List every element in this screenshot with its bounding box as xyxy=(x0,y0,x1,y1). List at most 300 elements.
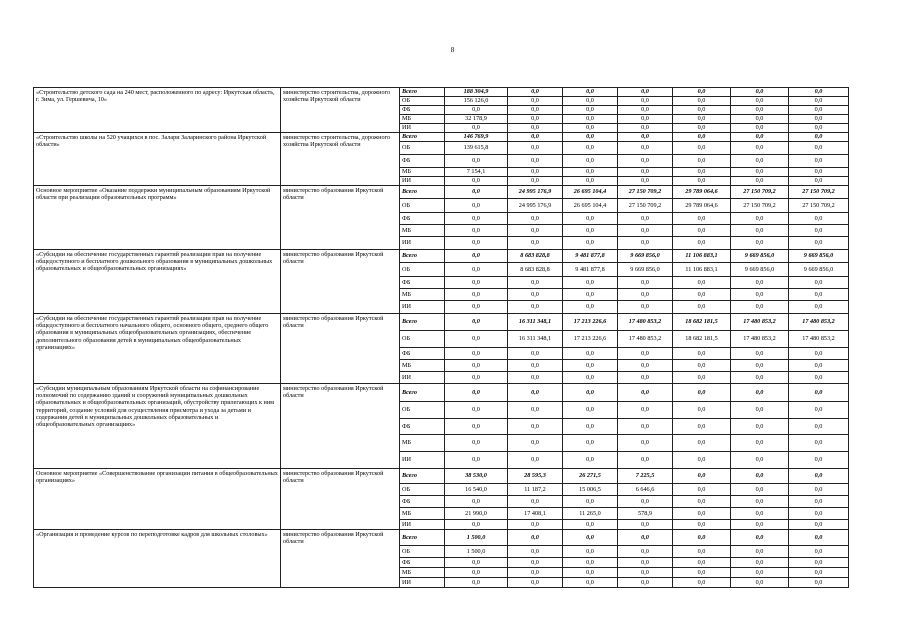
amount-cell: 0,0 xyxy=(445,419,508,435)
amount-cell: 0,0 xyxy=(673,155,731,168)
amount-cell: 0,0 xyxy=(618,115,673,124)
funding-source-label: ФБ xyxy=(400,419,445,435)
amount-cell: 0,0 xyxy=(618,177,673,186)
amount-cell: 0,0 xyxy=(563,435,618,452)
amount-cell: 0,0 xyxy=(789,360,849,372)
amount-cell: 0,0 xyxy=(508,558,563,568)
amount-cell: 0,0 xyxy=(618,530,673,546)
amount-cell: 0,0 xyxy=(789,237,849,250)
amount-cell: 24 995 176,9 xyxy=(508,186,563,199)
amount-cell: 0,0 xyxy=(731,546,789,558)
amount-cell: 0,0 xyxy=(673,546,731,558)
amount-cell: 27 150 709,2 xyxy=(618,199,673,213)
amount-cell: 0,0 xyxy=(445,301,508,314)
amount-cell: 9 481 877,8 xyxy=(563,263,618,277)
amount-cell: 24 995 176,9 xyxy=(508,199,563,213)
amount-cell: 0,0 xyxy=(789,88,849,97)
amount-cell: 146 769,9 xyxy=(445,133,508,142)
amount-cell: 0,0 xyxy=(789,133,849,142)
funding-source-label: МБ xyxy=(400,508,445,520)
amount-cell: 0,0 xyxy=(563,520,618,530)
amount-cell: 0,0 xyxy=(445,124,508,133)
amount-cell: 27 150 709,2 xyxy=(789,186,849,199)
amount-cell: 0,0 xyxy=(508,301,563,314)
amount-cell: 0,0 xyxy=(673,484,731,496)
amount-cell: 0,0 xyxy=(508,277,563,289)
amount-cell: 0,0 xyxy=(508,142,563,155)
amount-cell: 0,0 xyxy=(563,277,618,289)
amount-cell: 0,0 xyxy=(445,520,508,530)
funding-source-label: Всего xyxy=(400,133,445,142)
amount-cell: 7 225,5 xyxy=(618,469,673,484)
table-row xyxy=(34,530,849,546)
amount-cell: 0,0 xyxy=(563,168,618,177)
amount-cell: 0,0 xyxy=(563,496,618,508)
amount-cell: 17 480 853,2 xyxy=(731,314,789,331)
amount-cell: 0,0 xyxy=(445,372,508,384)
amount-cell: 0,0 xyxy=(508,360,563,372)
amount-cell: 0,0 xyxy=(445,402,508,419)
amount-cell: 9 669 856,0 xyxy=(618,263,673,277)
funding-source-label: МБ xyxy=(400,360,445,372)
amount-cell: 0,0 xyxy=(618,419,673,435)
funding-source-label: МБ xyxy=(400,568,445,578)
funding-source-label: Всего xyxy=(400,469,445,484)
funding-source-label: ФБ xyxy=(400,213,445,225)
amount-cell: 0,0 xyxy=(673,384,731,402)
amount-cell: 578,9 xyxy=(618,508,673,520)
amount-cell: 17 213 226,6 xyxy=(563,331,618,348)
amount-cell: 0,0 xyxy=(673,289,731,301)
amount-cell: 0,0 xyxy=(673,402,731,419)
amount-cell: 0,0 xyxy=(673,435,731,452)
funding-source-label: ФБ xyxy=(400,155,445,168)
amount-cell: 0,0 xyxy=(445,568,508,578)
amount-cell: 0,0 xyxy=(789,419,849,435)
amount-cell: 18 682 181,5 xyxy=(673,331,731,348)
amount-cell: 0,0 xyxy=(731,124,789,133)
measure-description: «Субсидии муниципальным образованиям Иркутской области на софинансирование полномочий по содержанию зданий и сооружений муниципальных дошкольных образовательных и общеобразовательных организаций, обустройству прилегающих к ним территорий, создание условий для осуществления присмотра и ухода за детьми и содержания детей в муниципальных дошкольных образовательных и общеобразовательных организациях» xyxy=(34,384,281,469)
amount-cell: 0,0 xyxy=(789,142,849,155)
amount-cell: 0,0 xyxy=(508,348,563,360)
amount-cell: 11 265,0 xyxy=(563,508,618,520)
amount-cell: 0,0 xyxy=(508,402,563,419)
amount-cell: 0,0 xyxy=(789,530,849,546)
amount-cell: 32 178,9 xyxy=(445,115,508,124)
amount-cell: 0,0 xyxy=(445,106,508,115)
amount-cell: 6 646,6 xyxy=(618,484,673,496)
amount-cell: 0,0 xyxy=(445,225,508,237)
funding-source-label: ИИ xyxy=(400,520,445,530)
amount-cell: 0,0 xyxy=(731,133,789,142)
amount-cell: 16 311 348,1 xyxy=(508,314,563,331)
amount-cell: 0,0 xyxy=(731,88,789,97)
amount-cell: 0,0 xyxy=(731,237,789,250)
funding-source-label: ФБ xyxy=(400,106,445,115)
amount-cell: 0,0 xyxy=(445,578,508,588)
amount-cell: 0,0 xyxy=(673,237,731,250)
amount-cell: 0,0 xyxy=(508,419,563,435)
amount-cell: 0,0 xyxy=(731,568,789,578)
amount-cell: 0,0 xyxy=(508,133,563,142)
amount-cell: 0,0 xyxy=(445,435,508,452)
amount-cell: 16 311 348,1 xyxy=(508,331,563,348)
table-row xyxy=(34,186,849,199)
funding-source-label: МБ xyxy=(400,435,445,452)
amount-cell: 0,0 xyxy=(673,578,731,588)
amount-cell: 0,0 xyxy=(563,568,618,578)
amount-cell: 0,0 xyxy=(673,168,731,177)
amount-cell: 0,0 xyxy=(508,213,563,225)
amount-cell: 0,0 xyxy=(789,508,849,520)
funding-source-label: ОБ xyxy=(400,546,445,558)
amount-cell: 0,0 xyxy=(508,115,563,124)
amount-cell: 0,0 xyxy=(618,289,673,301)
amount-cell: 17 408,1 xyxy=(508,508,563,520)
amount-cell: 0,0 xyxy=(445,452,508,469)
amount-cell: 0,0 xyxy=(731,155,789,168)
table-row xyxy=(34,384,849,402)
funding-source-label: МБ xyxy=(400,168,445,177)
amount-cell: 0,0 xyxy=(673,469,731,484)
amount-cell: 0,0 xyxy=(673,568,731,578)
amount-cell: 0,0 xyxy=(618,301,673,314)
funding-source-label: ИИ xyxy=(400,578,445,588)
amount-cell: 29 789 064,6 xyxy=(673,186,731,199)
amount-cell: 0,0 xyxy=(618,520,673,530)
amount-cell: 0,0 xyxy=(563,546,618,558)
amount-cell: 11 106 883,1 xyxy=(673,263,731,277)
amount-cell: 0,0 xyxy=(673,360,731,372)
amount-cell: 0,0 xyxy=(618,237,673,250)
amount-cell: 0,0 xyxy=(563,124,618,133)
amount-cell: 0,0 xyxy=(673,124,731,133)
table-row xyxy=(34,250,849,263)
funding-source-label: ИИ xyxy=(400,372,445,384)
amount-cell: 0,0 xyxy=(731,435,789,452)
funding-source-label: Всего xyxy=(400,88,445,97)
amount-cell: 0,0 xyxy=(731,452,789,469)
amount-cell: 0,0 xyxy=(563,106,618,115)
amount-cell: 0,0 xyxy=(618,133,673,142)
amount-cell: 0,0 xyxy=(563,115,618,124)
amount-cell: 0,0 xyxy=(563,402,618,419)
funding-source-label: ФБ xyxy=(400,496,445,508)
amount-cell: 0,0 xyxy=(789,225,849,237)
amount-cell: 0,0 xyxy=(731,142,789,155)
amount-cell: 1 500,0 xyxy=(445,546,508,558)
table-row xyxy=(34,88,849,97)
amount-cell: 27 150 709,2 xyxy=(731,186,789,199)
amount-cell: 0,0 xyxy=(789,558,849,568)
amount-cell: 0,0 xyxy=(789,484,849,496)
measure-description: «Строительство детского сада на 240 мест, расположенного по адресу: Иркутская область, г. Зима, ул. Гершевича, 10» xyxy=(34,88,281,133)
amount-cell: 0,0 xyxy=(789,372,849,384)
amount-cell: 27 150 709,2 xyxy=(789,199,849,213)
measure-description: «Строительство школы на 520 учащихся в пос. Залари Заларинского района Иркутской области» xyxy=(34,133,281,186)
amount-cell: 0,0 xyxy=(445,155,508,168)
amount-cell: 0,0 xyxy=(563,578,618,588)
amount-cell: 0,0 xyxy=(789,124,849,133)
funding-source-label: ИИ xyxy=(400,452,445,469)
funding-source-label: ИИ xyxy=(400,124,445,133)
amount-cell: 0,0 xyxy=(508,289,563,301)
table-row xyxy=(34,469,849,484)
amount-cell: 0,0 xyxy=(445,263,508,277)
amount-cell: 0,0 xyxy=(789,435,849,452)
amount-cell: 0,0 xyxy=(789,289,849,301)
funding-source-label: ИИ xyxy=(400,237,445,250)
amount-cell: 0,0 xyxy=(789,568,849,578)
amount-cell: 0,0 xyxy=(731,106,789,115)
amount-cell: 0,0 xyxy=(445,348,508,360)
amount-cell: 0,0 xyxy=(731,508,789,520)
amount-cell: 0,0 xyxy=(789,97,849,106)
amount-cell: 0,0 xyxy=(731,168,789,177)
amount-cell: 17 480 853,2 xyxy=(789,314,849,331)
amount-cell: 0,0 xyxy=(731,469,789,484)
amount-cell: 9 669 856,0 xyxy=(731,263,789,277)
funding-source-label: ИИ xyxy=(400,177,445,186)
amount-cell: 17 480 853,2 xyxy=(618,314,673,331)
funding-source-label: ОБ xyxy=(400,263,445,277)
measure-description: Основное мероприятие «Оказание поддержки муниципальным образованиям Иркутской области при реализации образовательных программ» xyxy=(34,186,281,250)
amount-cell: 0,0 xyxy=(563,530,618,546)
responsible-executor: министерство образования Иркутской области xyxy=(281,469,400,530)
amount-cell: 188 304,9 xyxy=(445,88,508,97)
amount-cell: 0,0 xyxy=(445,213,508,225)
amount-cell: 0,0 xyxy=(445,289,508,301)
amount-cell: 0,0 xyxy=(673,106,731,115)
amount-cell: 38 530,0 xyxy=(445,469,508,484)
amount-cell: 0,0 xyxy=(563,177,618,186)
funding-source-label: МБ xyxy=(400,225,445,237)
amount-cell: 0,0 xyxy=(789,301,849,314)
funding-source-label: ФБ xyxy=(400,558,445,568)
amount-cell: 0,0 xyxy=(789,452,849,469)
table-row xyxy=(34,133,849,142)
funding-table xyxy=(33,87,849,588)
amount-cell: 0,0 xyxy=(789,277,849,289)
amount-cell: 0,0 xyxy=(563,301,618,314)
amount-cell: 0,0 xyxy=(789,469,849,484)
amount-cell: 0,0 xyxy=(731,578,789,588)
amount-cell: 0,0 xyxy=(508,124,563,133)
amount-cell: 0,0 xyxy=(563,225,618,237)
amount-cell: 0,0 xyxy=(731,558,789,568)
funding-source-label: ФБ xyxy=(400,348,445,360)
amount-cell: 28 595,3 xyxy=(508,469,563,484)
amount-cell: 0,0 xyxy=(508,520,563,530)
amount-cell: 0,0 xyxy=(731,484,789,496)
responsible-executor: министерство образования Иркутской области xyxy=(281,530,400,588)
amount-cell: 0,0 xyxy=(731,496,789,508)
amount-cell: 17 213 226,6 xyxy=(563,314,618,331)
amount-cell: 0,0 xyxy=(508,97,563,106)
amount-cell: 0,0 xyxy=(563,142,618,155)
amount-cell: 27 150 709,2 xyxy=(731,199,789,213)
amount-cell: 0,0 xyxy=(618,168,673,177)
amount-cell: 0,0 xyxy=(731,384,789,402)
amount-cell: 0,0 xyxy=(789,578,849,588)
amount-cell: 0,0 xyxy=(618,558,673,568)
amount-cell: 17 480 853,2 xyxy=(789,331,849,348)
amount-cell: 0,0 xyxy=(731,277,789,289)
amount-cell: 0,0 xyxy=(618,360,673,372)
amount-cell: 0,0 xyxy=(673,177,731,186)
amount-cell: 0,0 xyxy=(673,213,731,225)
amount-cell: 0,0 xyxy=(508,168,563,177)
amount-cell: 0,0 xyxy=(445,186,508,199)
amount-cell: 0,0 xyxy=(789,168,849,177)
funding-source-label: ОБ xyxy=(400,142,445,155)
amount-cell: 0,0 xyxy=(731,115,789,124)
amount-cell: 0,0 xyxy=(508,435,563,452)
amount-cell: 0,0 xyxy=(618,106,673,115)
measure-description: «Организация и проведение курсов по переподготовке кадров для школьных столовых» xyxy=(34,530,281,588)
amount-cell: 0,0 xyxy=(508,496,563,508)
amount-cell: 0,0 xyxy=(731,289,789,301)
amount-cell: 0,0 xyxy=(445,558,508,568)
responsible-executor: министерство образования Иркутской области xyxy=(281,314,400,384)
amount-cell: 0,0 xyxy=(508,88,563,97)
responsible-executor: министерство образования Иркутской области xyxy=(281,250,400,314)
amount-cell: 0,0 xyxy=(508,237,563,250)
amount-cell: 0,0 xyxy=(673,97,731,106)
amount-cell: 0,0 xyxy=(731,348,789,360)
amount-cell: 0,0 xyxy=(618,372,673,384)
amount-cell: 0,0 xyxy=(445,384,508,402)
amount-cell: 139 615,8 xyxy=(445,142,508,155)
amount-cell: 0,0 xyxy=(563,97,618,106)
amount-cell: 0,0 xyxy=(618,568,673,578)
amount-cell: 9 669 856,0 xyxy=(789,250,849,263)
amount-cell: 0,0 xyxy=(508,225,563,237)
amount-cell: 0,0 xyxy=(789,348,849,360)
amount-cell: 0,0 xyxy=(731,419,789,435)
amount-cell: 0,0 xyxy=(508,578,563,588)
amount-cell: 26 695 104,4 xyxy=(563,186,618,199)
amount-cell: 0,0 xyxy=(618,546,673,558)
amount-cell: 1 500,0 xyxy=(445,530,508,546)
amount-cell: 0,0 xyxy=(445,177,508,186)
amount-cell: 0,0 xyxy=(673,301,731,314)
amount-cell: 8 683 828,8 xyxy=(508,263,563,277)
amount-cell: 0,0 xyxy=(563,384,618,402)
amount-cell: 0,0 xyxy=(563,237,618,250)
amount-cell: 156 126,0 xyxy=(445,97,508,106)
amount-cell: 0,0 xyxy=(508,372,563,384)
amount-cell: 0,0 xyxy=(673,452,731,469)
amount-cell: 26 695 104,4 xyxy=(563,199,618,213)
amount-cell: 0,0 xyxy=(563,360,618,372)
amount-cell: 0,0 xyxy=(618,348,673,360)
amount-cell: 0,0 xyxy=(445,277,508,289)
amount-cell: 0,0 xyxy=(789,520,849,530)
amount-cell: 0,0 xyxy=(508,546,563,558)
amount-cell: 0,0 xyxy=(618,277,673,289)
amount-cell: 0,0 xyxy=(789,546,849,558)
measure-description: «Субсидии на обеспечение государственных гарантий реализации прав на получение общедоступного и бесплатного дошкольного образования в муниципальных дошкольных образовательных и общеобразовательных организациях» xyxy=(34,250,281,314)
amount-cell: 9 481 877,8 xyxy=(563,250,618,263)
funding-source-label: Всего xyxy=(400,384,445,402)
amount-cell: 0,0 xyxy=(789,106,849,115)
funding-source-label: ИИ xyxy=(400,301,445,314)
amount-cell: 0,0 xyxy=(445,237,508,250)
amount-cell: 0,0 xyxy=(618,578,673,588)
amount-cell: 27 150 709,2 xyxy=(618,186,673,199)
amount-cell: 0,0 xyxy=(673,530,731,546)
amount-cell: 0,0 xyxy=(673,372,731,384)
funding-source-label: Всего xyxy=(400,530,445,546)
amount-cell: 0,0 xyxy=(618,435,673,452)
amount-cell: 0,0 xyxy=(508,106,563,115)
amount-cell: 0,0 xyxy=(618,213,673,225)
measure-description: Основное мероприятие «Совершенствование организации питания в общеобразовательных организациях» xyxy=(34,469,281,530)
amount-cell: 0,0 xyxy=(618,155,673,168)
amount-cell: 0,0 xyxy=(673,142,731,155)
amount-cell: 0,0 xyxy=(508,452,563,469)
amount-cell: 0,0 xyxy=(731,402,789,419)
amount-cell: 0,0 xyxy=(731,360,789,372)
amount-cell: 9 669 856,0 xyxy=(789,263,849,277)
amount-cell: 0,0 xyxy=(673,115,731,124)
amount-cell: 0,0 xyxy=(673,88,731,97)
amount-cell: 0,0 xyxy=(789,402,849,419)
amount-cell: 0,0 xyxy=(508,177,563,186)
amount-cell: 16 540,0 xyxy=(445,484,508,496)
amount-cell: 0,0 xyxy=(445,331,508,348)
funding-source-label: Всего xyxy=(400,250,445,263)
amount-cell: 0,0 xyxy=(789,177,849,186)
amount-cell: 0,0 xyxy=(673,225,731,237)
funding-source-label: ОБ xyxy=(400,402,445,419)
amount-cell: 0,0 xyxy=(445,314,508,331)
amount-cell: 26 271,5 xyxy=(563,469,618,484)
amount-cell: 0,0 xyxy=(731,225,789,237)
amount-cell: 0,0 xyxy=(563,88,618,97)
amount-cell: 0,0 xyxy=(731,97,789,106)
funding-source-label: Всего xyxy=(400,186,445,199)
amount-cell: 0,0 xyxy=(618,452,673,469)
amount-cell: 0,0 xyxy=(673,348,731,360)
amount-cell: 18 682 181,5 xyxy=(673,314,731,331)
amount-cell: 0,0 xyxy=(508,155,563,168)
funding-source-label: ОБ xyxy=(400,484,445,496)
measure-description: «Субсидии на обеспечение государственных гарантий реализации прав на получение общедоступного и бесплатного начального общего, основного общего, среднего общего образования в муниципальных общеобразовательных организациях, обеспечение дополнительного образования детей в муниципальных общеобразовательных организациях» xyxy=(34,314,281,384)
amount-cell: 0,0 xyxy=(731,372,789,384)
amount-cell: 7 154,1 xyxy=(445,168,508,177)
amount-cell: 0,0 xyxy=(563,419,618,435)
funding-source-label: ФБ xyxy=(400,277,445,289)
amount-cell: 0,0 xyxy=(563,155,618,168)
amount-cell: 0,0 xyxy=(731,213,789,225)
amount-cell: 0,0 xyxy=(618,402,673,419)
amount-cell: 0,0 xyxy=(673,419,731,435)
amount-cell: 0,0 xyxy=(508,530,563,546)
amount-cell: 0,0 xyxy=(618,384,673,402)
amount-cell: 0,0 xyxy=(731,177,789,186)
amount-cell: 8 683 828,8 xyxy=(508,250,563,263)
amount-cell: 9 669 856,0 xyxy=(731,250,789,263)
amount-cell: 0,0 xyxy=(563,289,618,301)
amount-cell: 11 187,2 xyxy=(508,484,563,496)
amount-cell: 9 669 856,0 xyxy=(618,250,673,263)
amount-cell: 0,0 xyxy=(618,124,673,133)
amount-cell: 0,0 xyxy=(563,558,618,568)
funding-source-label: ОБ xyxy=(400,331,445,348)
responsible-executor: министерство строительства, дорожного хозяйства Иркутской области xyxy=(281,88,400,133)
